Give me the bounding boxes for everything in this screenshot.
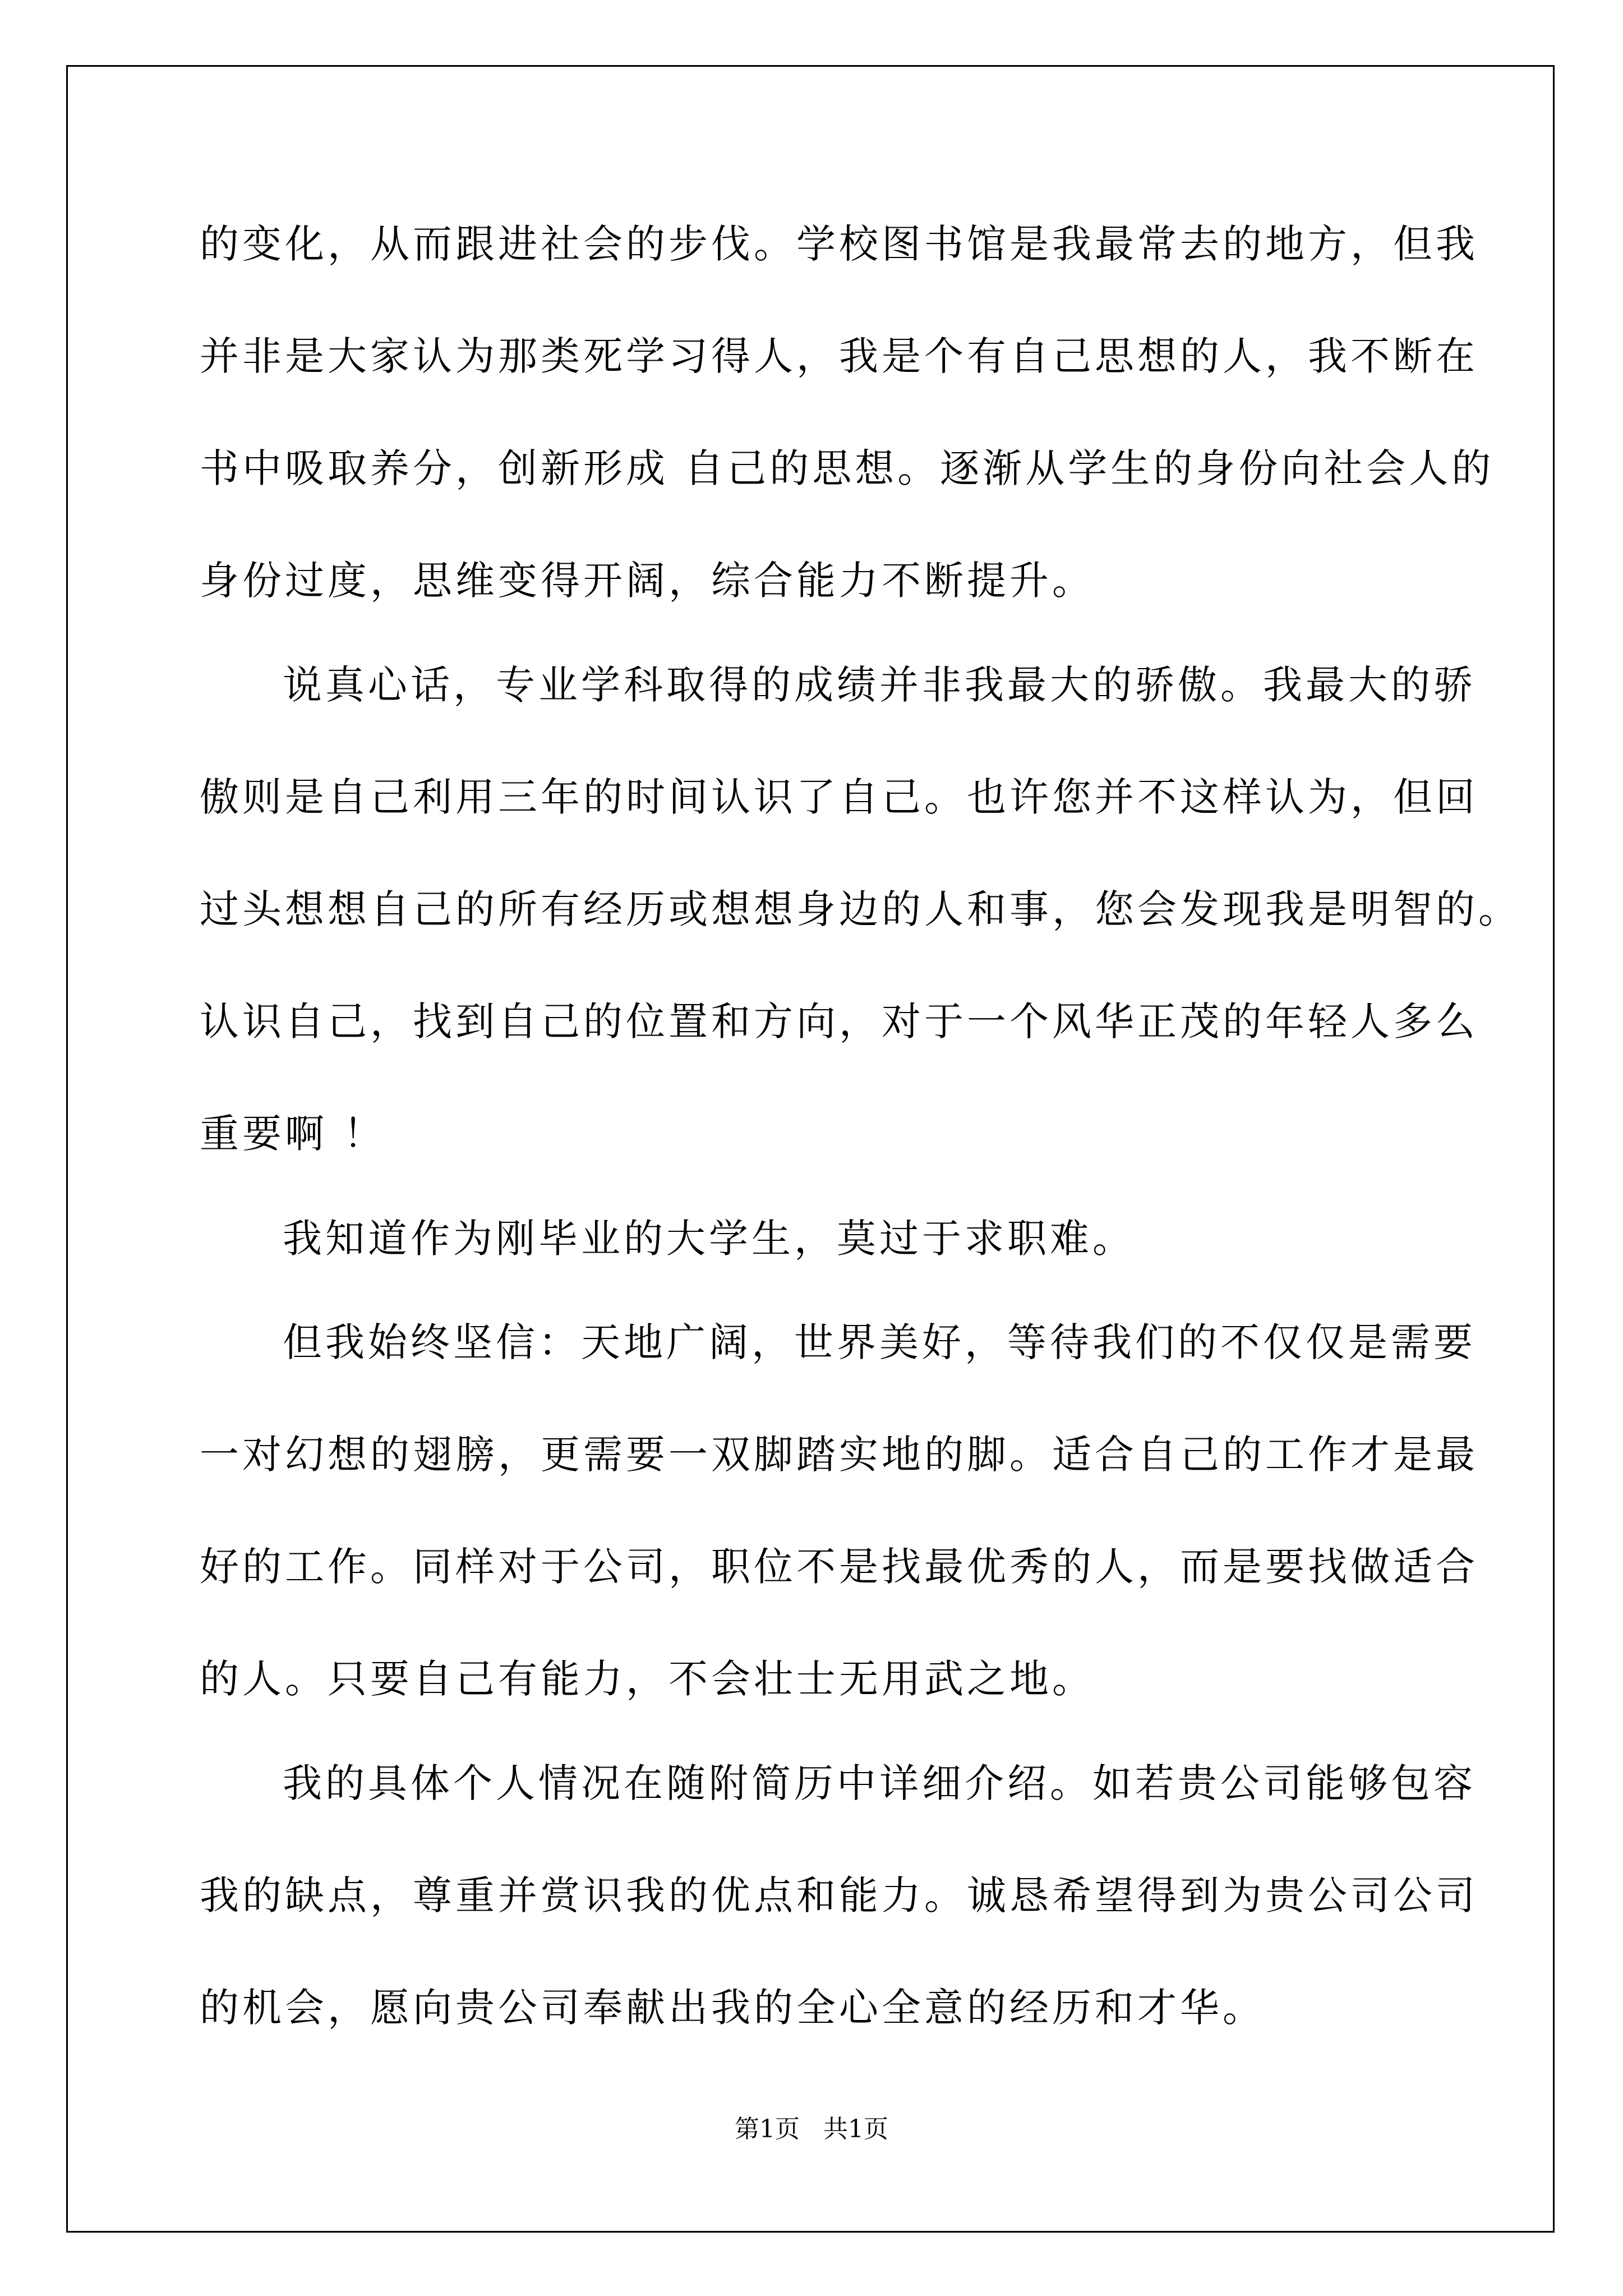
text-line: 身份过度，思维变得开阔，综合能力不断提升。 [200, 558, 1095, 604]
text-line: 说真心话，专业学科取得的成绩并非我最大的骄傲。我最大的骄 [283, 662, 1476, 708]
text-line: 的机会，愿向贵公司奉献出我的全心全意的经历和才华。 [200, 1985, 1265, 2031]
text-line: 我知道作为刚毕业的大学生，莫过于求职难。 [283, 1216, 1135, 1262]
text-line: 的变化，从而跟进社会的步伐。学校图书馆是我最常去的地方，但我 [200, 221, 1478, 267]
text-line: 过头想想自己的所有经历或想想身边的人和事，您会发现我是明智的。 [200, 886, 1521, 932]
text-line: 但我始终坚信：天地广阔，世界美好，等待我们的不仅仅是需要 [283, 1319, 1476, 1365]
page-footer: 第1页 共1页 [735, 2115, 888, 2143]
text-line: 一对幻想的翅膀，更需要一双脚踏实地的脚。适合自己的工作才是最 [200, 1432, 1478, 1478]
text-line: 的人。只要自己有能力，不会壮士无用武之地。 [200, 1656, 1095, 1702]
text-line: 重要啊 ！ [200, 1111, 386, 1157]
text-line: 我的缺点，尊重并赏识我的优点和能力。诚恳希望得到为贵公司公司 [200, 1872, 1478, 1918]
text-line: 认识自己，找到自己的位置和方向，对于一个风华正茂的年轻人多么 [200, 999, 1478, 1045]
text-line: 好的工作。同样对于公司，职位不是找最优秀的人，而是要找做适合 [200, 1544, 1478, 1590]
text-line: 我的具体个人情况在随附简历中详细介绍。如若贵公司能够包容 [283, 1760, 1476, 1806]
text-line: 并非是大家认为那类死学习得人，我是个有自己思想的人，我不断在 [200, 333, 1478, 379]
text-line: 傲则是自己利用三年的时间认识了自己。也许您并不这样认为，但回 [200, 774, 1478, 820]
text-line: 书中吸取养分，创新形成 自己的思想。逐渐从学生的身份向社会人的 [200, 445, 1495, 491]
